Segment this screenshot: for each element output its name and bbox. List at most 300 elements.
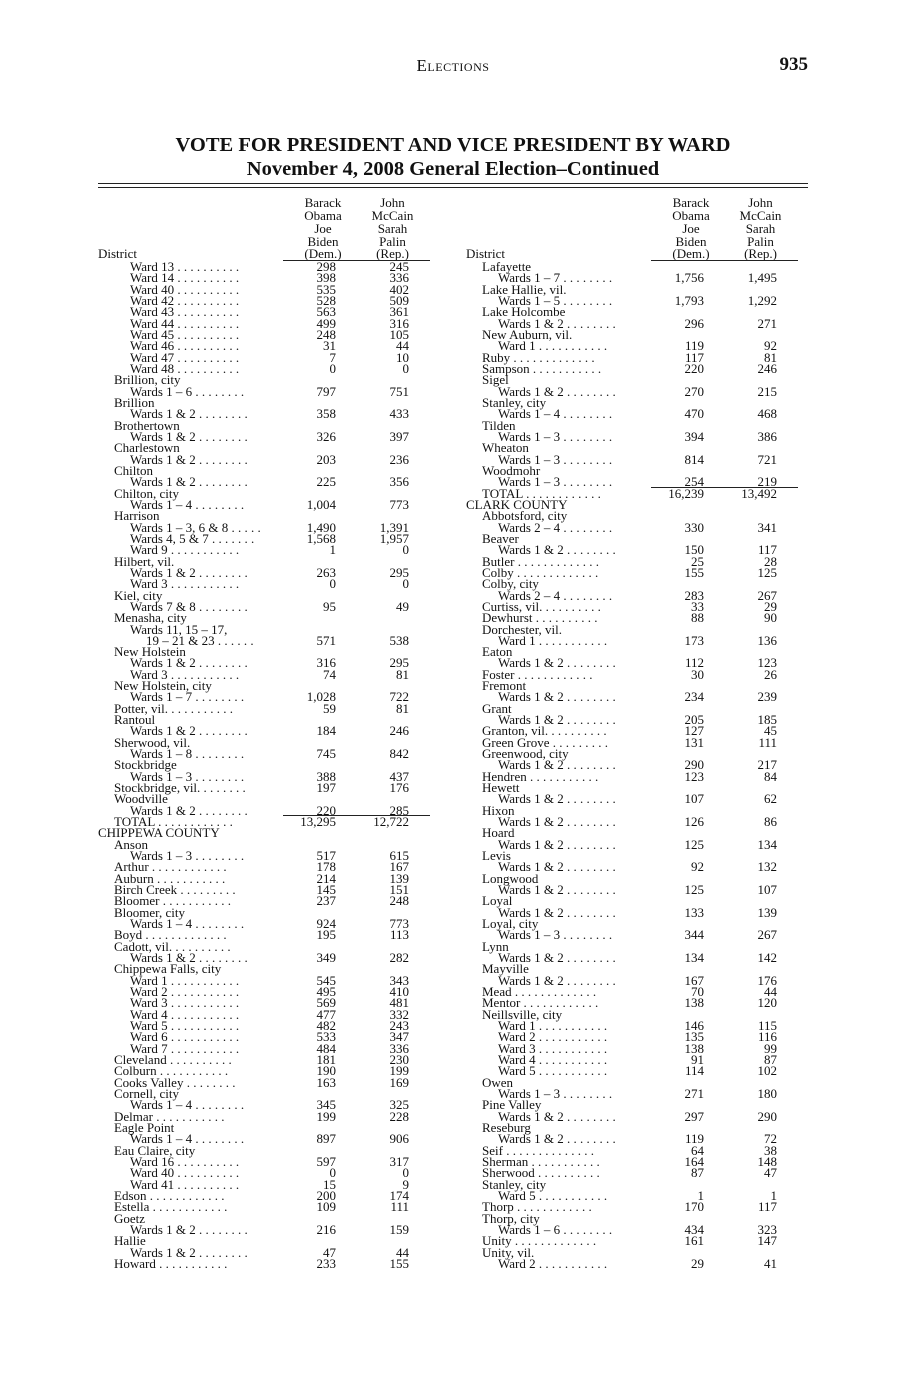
rep-votes: 721: [757, 451, 777, 467]
district-name: Ward 14 . . . . . . . . . .: [130, 270, 240, 286]
dem-votes: 195: [316, 927, 336, 943]
dem-votes: 59: [323, 700, 336, 716]
table-row: [466, 360, 798, 376]
district-name: Wards 1 & 2 . . . . . . . .: [498, 689, 616, 705]
district-name: Greenwood, city: [482, 746, 569, 762]
obama-biden-header: Barack Obama Joe Biden (Dem.): [304, 195, 342, 262]
district-name: Stockbridge: [114, 757, 177, 773]
rep-votes: 468: [757, 406, 777, 422]
table-row: [466, 689, 798, 705]
district-name: Lake Hallie, vil.: [482, 281, 567, 297]
rep-votes: 49: [396, 598, 409, 614]
dem-votes: 125: [684, 836, 704, 852]
rep-votes: 217: [757, 757, 777, 773]
district-name: Loyal, city: [482, 916, 539, 932]
left-rows: [98, 261, 430, 1269]
district-name: Abbotsford, city: [482, 508, 568, 524]
dem-votes: 109: [316, 1199, 336, 1215]
dem-votes: 126: [684, 814, 704, 830]
district-name: Woodmohr: [482, 462, 541, 478]
district-name: Neillsville, city: [482, 1006, 563, 1022]
dem-votes: 173: [684, 632, 704, 648]
dem-votes: 283: [684, 587, 704, 603]
district-name: Eagle Point: [114, 1119, 175, 1135]
rep-votes: 44: [396, 338, 409, 354]
district-name: Estella . . . . . . . . . . . .: [114, 1199, 228, 1215]
district-name: Grant: [482, 700, 512, 716]
district-name: Wards 1 – 5 . . . . . . . .: [498, 292, 613, 308]
district-name: New Auburn, vil.: [482, 326, 573, 342]
district-name: Sampson . . . . . . . . . . .: [482, 360, 602, 376]
rep-votes: 81: [396, 700, 409, 716]
rep-votes: 290: [757, 1108, 777, 1124]
district-name: Ward 42 . . . . . . . . . .: [130, 292, 240, 308]
district-name: Wards 2 – 4 . . . . . . . .: [498, 587, 613, 603]
dem-votes: 1,004: [306, 496, 336, 512]
rep-votes: 236: [389, 451, 409, 467]
district-name: Ward 3 . . . . . . . . . . .: [498, 1040, 608, 1056]
dem-votes: 298: [316, 259, 336, 274]
rep-votes: 117: [757, 542, 777, 558]
rep-votes: 99: [764, 1040, 777, 1056]
district-name: Mayville: [482, 961, 529, 977]
dem-votes: 233: [316, 1255, 336, 1271]
rep-votes: 332: [389, 1006, 409, 1022]
dem-votes: 181: [316, 1051, 336, 1067]
district-name: Eau Claire, city: [114, 1142, 196, 1158]
dem-votes: 270: [684, 383, 704, 399]
dem-votes: 345: [316, 1097, 336, 1113]
district-name: Sherman . . . . . . . . . . .: [482, 1153, 600, 1169]
right-rows: [466, 261, 798, 1269]
dem-votes: 163: [316, 1074, 336, 1090]
rep-votes: 9: [402, 1176, 409, 1192]
dem-votes: 569: [316, 995, 336, 1011]
district-name: Cornell, city: [114, 1085, 179, 1101]
district-name: Rantoul: [114, 712, 156, 728]
dem-votes: 214: [316, 870, 336, 886]
district-name: Wards 1 – 4 . . . . . . . .: [498, 406, 613, 422]
rep-votes: 107: [757, 882, 777, 898]
district-name: Potter, vil. . . . . . . . . . .: [114, 700, 234, 716]
district-name: Wards 1 & 2 . . . . . . . .: [130, 723, 248, 739]
dem-votes: 95: [323, 598, 336, 614]
district-name: New Holstein: [114, 644, 186, 660]
district-name: CLARK COUNTY: [466, 496, 568, 512]
dem-votes: 1: [329, 542, 336, 558]
column-header: [98, 197, 430, 261]
dem-votes: 535: [316, 281, 336, 297]
district-name: Lafayette: [482, 259, 532, 274]
district-name: TOTAL . . . . . . . . . . . .: [114, 814, 233, 830]
rep-votes: 295: [389, 655, 409, 671]
district-name: Wards 1 & 2 . . . . . . . .: [498, 859, 616, 875]
district-name: Wards 1 & 2 . . . . . . . .: [498, 950, 616, 966]
dem-votes: 64: [691, 1142, 704, 1158]
rep-votes: 397: [389, 428, 409, 444]
rep-votes: 481: [389, 995, 409, 1011]
district-name: Wards 1 – 3 . . . . . . . .: [130, 768, 245, 784]
dem-votes: 205: [684, 712, 704, 728]
district-name: Mentor . . . . . . . . . . . .: [482, 995, 599, 1011]
district-name: Wards 1 – 4 . . . . . . . .: [130, 1131, 245, 1147]
rep-votes: 62: [764, 791, 777, 807]
rep-votes: 185: [757, 712, 777, 728]
district-name: Ruby . . . . . . . . . . . . .: [482, 349, 595, 365]
dem-votes: 7: [329, 349, 336, 365]
rep-votes: 47: [764, 1165, 777, 1181]
district-name: Wards 1 – 7 . . . . . . . .: [498, 270, 613, 286]
dem-votes: 150: [684, 542, 704, 558]
district-name: Sigel: [482, 372, 509, 388]
district-name: Brillion, city: [114, 372, 181, 388]
rep-votes: 111: [390, 1199, 409, 1215]
district-name: Cleveland . . . . . . . . . .: [114, 1051, 232, 1067]
dem-votes: 31: [323, 338, 336, 354]
district-name: Hewett: [482, 780, 520, 796]
district-name: Cooks Valley . . . . . . . .: [114, 1074, 236, 1090]
rep-votes: 125: [757, 564, 777, 580]
dem-votes: 138: [684, 995, 704, 1011]
rep-votes: 0: [402, 542, 409, 558]
title-line-1: VOTE FOR PRESIDENT AND VICE PRESIDENT BY WARD: [175, 134, 731, 156]
district-name: 19 – 21 & 23 . . . . . .: [146, 632, 254, 648]
mccain-palin-header: John McCain Sarah Palin (Rep.): [371, 195, 414, 262]
rep-votes: 81: [396, 666, 409, 682]
district-name: Ward 45 . . . . . . . . . .: [130, 326, 240, 342]
rep-votes: 0: [402, 576, 409, 592]
dem-votes: 178: [316, 859, 336, 875]
district-name: Dorchester, vil.: [482, 621, 562, 637]
right-column: [466, 197, 798, 1269]
dem-votes: 237: [316, 893, 336, 909]
dem-votes: 477: [316, 1006, 336, 1022]
district-name: Wards 1 – 3 . . . . . . . .: [498, 927, 613, 943]
district-name: Wards 1 & 2 . . . . . . . .: [498, 1131, 616, 1147]
dem-votes: 0: [329, 360, 336, 376]
rep-votes: 134: [757, 836, 777, 852]
district-name: Bloomer . . . . . . . . . . .: [114, 893, 231, 909]
district-name: Ward 5 . . . . . . . . . . .: [498, 1063, 608, 1079]
district-name: Chilton, city: [114, 485, 179, 501]
rep-votes: 842: [389, 746, 409, 762]
district-name: Wards 1 & 2 . . . . . . . .: [130, 802, 248, 818]
dem-votes: 164: [684, 1153, 704, 1169]
rep-votes: 41: [764, 1255, 777, 1271]
district-name: Wards 1 & 2 . . . . . . . .: [130, 564, 248, 580]
dem-votes: 814: [684, 451, 704, 467]
dem-votes: 1: [697, 1187, 704, 1203]
district-name: Ward 1 . . . . . . . . . . .: [498, 1017, 608, 1033]
district-name: Wards 1 – 3 . . . . . . . .: [498, 1085, 613, 1101]
district-name: Ward 40 . . . . . . . . . .: [130, 1165, 240, 1181]
dem-votes: 296: [684, 315, 704, 331]
district-name: Fremont: [482, 678, 527, 694]
district-name: Ward 5 . . . . . . . . . . .: [130, 1017, 240, 1033]
dem-votes: 571: [316, 632, 336, 648]
district-name: Ward 47 . . . . . . . . . .: [130, 349, 240, 365]
dem-votes: 597: [316, 1153, 336, 1169]
district-name: Wards 1 & 2 . . . . . . . .: [498, 712, 616, 728]
district-name: Wards 1 & 2 . . . . . . . .: [498, 904, 616, 920]
rep-votes: 92: [764, 338, 777, 354]
district-name: Woodville: [114, 791, 168, 807]
rep-votes: 509: [389, 292, 409, 308]
district-name: Eaton: [482, 644, 513, 660]
table-row: [466, 406, 798, 422]
dem-votes: 499: [316, 315, 336, 331]
dem-votes: 517: [316, 848, 336, 864]
table-row: [98, 1221, 430, 1237]
dem-votes: 398: [316, 270, 336, 286]
rep-votes: 139: [389, 870, 409, 886]
dem-votes: 248: [316, 326, 336, 342]
district-name: Chilton: [114, 462, 154, 478]
dem-votes: 897: [316, 1131, 336, 1147]
district-name: Unity, vil.: [482, 1244, 535, 1260]
district-name: Ward 1 . . . . . . . . . . .: [498, 632, 608, 648]
dem-votes: 344: [684, 927, 704, 943]
rep-votes: 239: [757, 689, 777, 705]
district-name: Charlestown: [114, 440, 180, 456]
table-title: [98, 133, 808, 181]
district-name: Arthur . . . . . . . . . . . .: [114, 859, 227, 875]
rep-votes: 1,957: [379, 530, 409, 546]
rep-votes: 336: [389, 270, 409, 286]
dem-votes: 745: [316, 746, 336, 762]
rep-votes: 347: [389, 1029, 409, 1045]
district-name: Ward 5 . . . . . . . . . . .: [498, 1187, 608, 1203]
rep-votes: 174: [389, 1187, 409, 1203]
district-name: Menasha, city: [114, 610, 187, 626]
dem-votes: 297: [684, 1108, 704, 1124]
district-name: Wards 1 & 2 . . . . . . . .: [498, 1108, 616, 1124]
dem-votes: 1,568: [306, 530, 336, 546]
district-name: Thorp . . . . . . . . . . . .: [482, 1199, 592, 1215]
rep-votes: 773: [389, 496, 409, 512]
district-name: Wards 7 & 8 . . . . . . . .: [130, 598, 248, 614]
district-name: Ward 40 . . . . . . . . . .: [130, 281, 240, 297]
rep-votes: 132: [757, 859, 777, 875]
district-name: Wards 1 – 7 . . . . . . . .: [130, 689, 245, 705]
district-name: Wards 1 – 4 . . . . . . . .: [130, 916, 245, 932]
district-header: District: [466, 246, 505, 262]
rep-votes: 102: [757, 1063, 777, 1079]
rep-votes: 295: [389, 564, 409, 580]
district-name: Ward 2 . . . . . . . . . . .: [130, 984, 240, 999]
district-name: Goetz: [114, 1210, 146, 1226]
district-name: Ward 6 . . . . . . . . . . .: [130, 1029, 240, 1045]
table-row: [98, 1255, 430, 1271]
rep-votes: 538: [389, 632, 409, 648]
rep-votes: 1: [770, 1187, 777, 1203]
rep-votes: 44: [396, 1244, 409, 1260]
district-name: Wards 1 & 2 . . . . . . . .: [498, 836, 616, 852]
district-name: Wards 4, 5 & 7 . . . . . . .: [130, 530, 255, 546]
rep-votes: 1,495: [747, 270, 777, 286]
district-name: Ward 9 . . . . . . . . . . .: [130, 542, 240, 558]
district-name: Wards 1 – 3 . . . . . . . .: [498, 428, 613, 444]
table-row: [466, 1063, 798, 1079]
district-name: Wards 1 & 2 . . . . . . . .: [498, 972, 616, 988]
dem-votes: 190: [316, 1063, 336, 1079]
rep-votes: 219: [757, 474, 777, 490]
dem-votes: 358: [316, 406, 336, 422]
rep-votes: 28: [764, 553, 777, 569]
rep-votes: 243: [389, 1017, 409, 1033]
rep-votes: 343: [389, 972, 409, 988]
rep-votes: 151: [389, 882, 409, 898]
district-name: Tilden: [482, 417, 516, 433]
rep-votes: 722: [389, 689, 409, 705]
rep-votes: 176: [757, 972, 777, 988]
dem-votes: 135: [684, 1029, 704, 1045]
district-name: Brillion: [114, 394, 155, 410]
dem-votes: 394: [684, 428, 704, 444]
district-name: Ward 48 . . . . . . . . . .: [130, 360, 240, 376]
district-name: Curtiss, vil. . . . . . . . . .: [482, 598, 601, 614]
dem-votes: 87: [691, 1165, 704, 1181]
district-name: Wards 1 – 4 . . . . . . . .: [130, 1097, 245, 1113]
dem-votes: 114: [684, 1063, 704, 1079]
dem-votes: 170: [684, 1199, 704, 1215]
rep-votes: 167: [389, 859, 409, 875]
district-name: Wards 1 & 2 . . . . . . . .: [498, 383, 616, 399]
rep-votes: 215: [757, 383, 777, 399]
rep-votes: 906: [389, 1131, 409, 1147]
district-name: Auburn . . . . . . . . . . .: [114, 870, 226, 886]
rep-votes: 180: [757, 1085, 777, 1101]
district-name: Wards 1 – 3, 6 & 8 . . . . .: [130, 519, 261, 535]
rep-votes: 29: [764, 598, 777, 614]
rep-votes: 325: [389, 1097, 409, 1113]
rep-votes: 139: [757, 904, 777, 920]
rep-votes: 12,722: [373, 814, 409, 830]
district-name: Delmar . . . . . . . . . . .: [114, 1108, 225, 1124]
district-name: Ward 2 . . . . . . . . . . .: [498, 1255, 608, 1271]
dem-votes: 326: [316, 428, 336, 444]
rep-votes: 751: [389, 383, 409, 399]
district-name: Dewhurst . . . . . . . . . .: [482, 610, 598, 626]
district-name: Hixon: [482, 802, 515, 818]
dem-votes: 33: [691, 598, 704, 614]
district-name: Wards 1 – 3 . . . . . . . .: [498, 474, 613, 490]
district-name: Wards 1 – 3 . . . . . . . .: [130, 848, 245, 864]
district-name: Hallie: [114, 1233, 146, 1249]
district-name: Wards 2 – 4 . . . . . . . .: [498, 519, 613, 535]
district-name: Reseburg: [482, 1119, 531, 1135]
district-name: Wards 1 & 2 . . . . . . . .: [498, 542, 616, 558]
district-name: Ward 3 . . . . . . . . . . .: [130, 666, 240, 682]
dem-votes: 271: [684, 1085, 704, 1101]
district-name: Wards 1 & 2 . . . . . . . .: [130, 950, 248, 966]
dem-votes: 484: [316, 1040, 336, 1056]
rep-votes: 356: [389, 474, 409, 490]
dem-votes: 1,028: [306, 689, 336, 705]
district-name: Wards 1 & 2 . . . . . . . .: [498, 791, 616, 807]
table-row: [466, 1255, 798, 1271]
district-name: Wards 1 – 8 . . . . . . . .: [130, 746, 245, 762]
dem-votes: 434: [684, 1221, 704, 1237]
district-name: Stanley, city: [482, 394, 547, 410]
dem-votes: 70: [691, 984, 704, 999]
rep-votes: 176: [389, 780, 409, 796]
district-name: Ward 1 . . . . . . . . . . .: [498, 338, 608, 354]
rep-votes: 87: [764, 1051, 777, 1067]
dem-votes: 388: [316, 768, 336, 784]
dem-votes: 330: [684, 519, 704, 535]
rep-votes: 169: [389, 1074, 409, 1090]
district-name: Edson . . . . . . . . . . . .: [114, 1187, 225, 1203]
dem-votes: 30: [691, 666, 704, 682]
rep-votes: 402: [389, 281, 409, 297]
rep-votes: 615: [389, 848, 409, 864]
district-name: Chippewa Falls, city: [114, 961, 222, 977]
district-name: Stockbridge, vil. . . . . . . .: [114, 780, 246, 796]
dem-votes: 199: [316, 1108, 336, 1124]
district-name: Hendren . . . . . . . . . . .: [482, 768, 599, 784]
rep-votes: 267: [757, 587, 777, 603]
district-name: Granton, vil. . . . . . . . . .: [482, 723, 607, 739]
district-name: Ward 16 . . . . . . . . . .: [130, 1153, 240, 1169]
dem-votes: 112: [684, 655, 704, 671]
district-name: Hilbert, vil.: [114, 553, 175, 569]
dem-votes: 1,490: [306, 519, 336, 535]
dem-votes: 1,756: [674, 270, 704, 286]
rep-votes: 136: [757, 632, 777, 648]
district-name: Colburn . . . . . . . . . . .: [114, 1063, 229, 1079]
rep-votes: 159: [389, 1221, 409, 1237]
column-header: [466, 197, 798, 261]
section-name: Elections: [416, 56, 490, 75]
dem-votes: 145: [316, 882, 336, 898]
district-name: Ward 44 . . . . . . . . . .: [130, 315, 240, 331]
dem-votes: 482: [316, 1017, 336, 1033]
table-row: [466, 632, 798, 648]
rep-votes: 386: [757, 428, 777, 444]
district-name: Wards 1 & 2 . . . . . . . .: [498, 655, 616, 671]
dem-votes: 133: [684, 904, 704, 920]
dem-votes: 0: [329, 576, 336, 592]
district-name: Lake Holcombe: [482, 304, 566, 320]
dem-votes: 0: [329, 1165, 336, 1181]
district-name: Ward 2 . . . . . . . . . . .: [498, 1029, 608, 1045]
rep-votes: 111: [758, 734, 777, 750]
rep-votes: 285: [389, 802, 409, 818]
district-name: Ward 4 . . . . . . . . . . .: [498, 1051, 608, 1067]
district-name: Owen: [482, 1074, 514, 1090]
district-name: Stanley, city: [482, 1176, 547, 1192]
dem-votes: 88: [691, 610, 704, 626]
rep-votes: 361: [389, 304, 409, 320]
dem-votes: 74: [323, 666, 336, 682]
rep-votes: 142: [757, 950, 777, 966]
dem-votes: 125: [684, 882, 704, 898]
dem-votes: 349: [316, 950, 336, 966]
district-name: Ward 3 . . . . . . . . . . .: [130, 576, 240, 592]
district-name: Hoard: [482, 825, 515, 841]
district-name: Wards 1 & 2 . . . . . . . .: [498, 882, 616, 898]
district-name: Wards 1 – 6 . . . . . . . .: [498, 1221, 613, 1237]
rep-votes: 0: [402, 360, 409, 376]
rep-votes: 341: [757, 519, 777, 535]
table-row: [466, 927, 798, 943]
dem-votes: 47: [323, 1244, 336, 1260]
dem-votes: 184: [316, 723, 336, 739]
rep-votes: 81: [764, 349, 777, 365]
rep-votes: 13,492: [741, 485, 777, 501]
district-name: Ward 41 . . . . . . . . . .: [130, 1176, 240, 1192]
